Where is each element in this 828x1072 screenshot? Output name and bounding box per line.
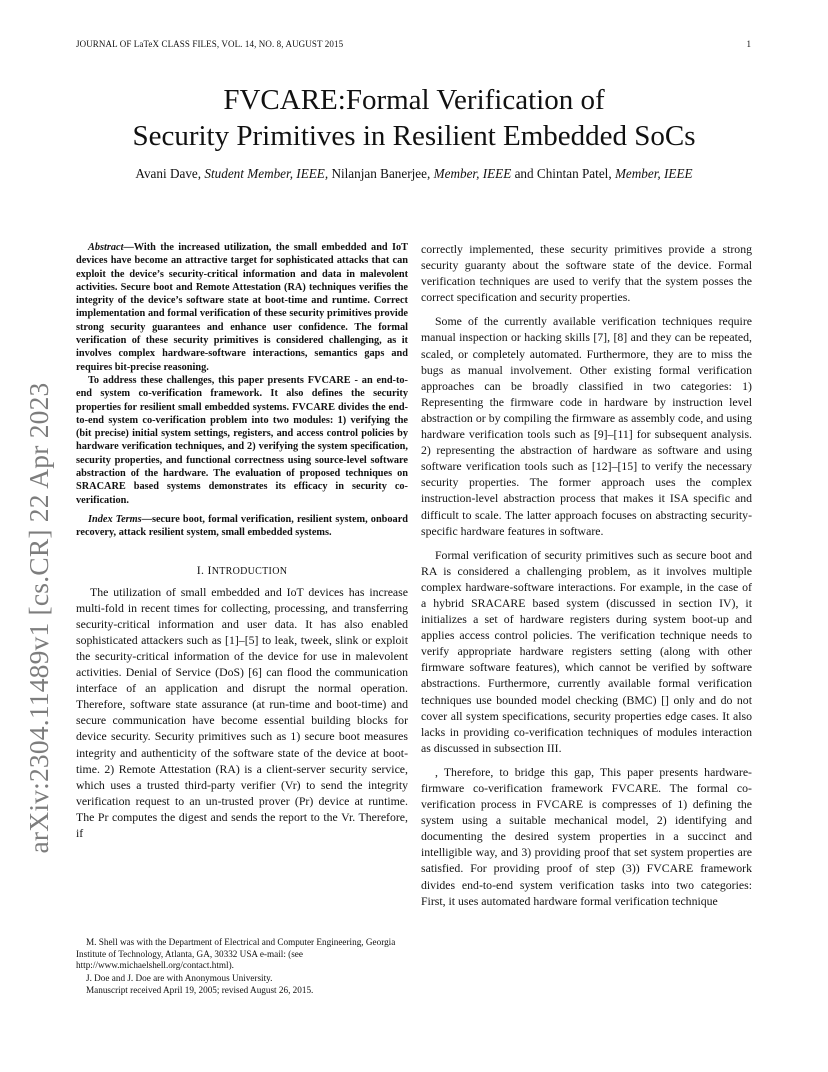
footnote-3: Manuscript received April 19, 2005; revised August 26, 2015. [86,985,314,996]
abstract-lead: Abstract [88,242,124,253]
author-2-name: Nilanjan Banerjee, [331,166,431,181]
author-3-name: Chintan Patel, [536,166,612,181]
index-terms [76,513,408,540]
left-column [76,241,408,841]
section-initial: I [207,562,212,577]
author-list [70,166,758,182]
paper-title [70,82,758,154]
right-paragraph-2: Some of the currently available verification techniques require manual inspection or hacking skills [7], [8] and they can be repeated, scaled, or completely automated. Furthermore, they are to miss the bugs as manual involvement. Other existing formal verification approaches can be broadly classified in two categories: 1) Representing the firmware code in hardware by instruction level abstraction or by compiling the firmware as assembly code, and using hardware verification tools such as [9]–[11] for subsequent analysis. 2) representing the abstraction of hardware as software and using software verification tools such as [12]–[15] to verify the necessary security properties. The former approach uses the complex instruction-level abstraction process that makes it ISA specific and difficult to scale. The latter approach focuses on abstracting security-specific hardware features in software. [421,314,752,538]
title-line-2: Security Primitives in Resilient Embedded SoCs [132,120,696,152]
index-terms-lead: Index Terms [88,513,142,525]
page-number: 1 [746,39,751,49]
author-conjunction: and [514,166,534,181]
right-paragraph-3: Formal verification of security primitives such as secure boot and RA is considered a challenging problem, as it involves multiple complex hardware-software interactions. For example, in the case of a hybrid SRACARE based system (discussed in section IV), it initializes a set of hardware registers during system boot-up and applies access control policies. The verification technique needs to verify appropriate hardware registers setting (along with other firmware software features), which cannot be verified by software abstractions. Furthermore, currently available formal verification techniques use bounded model checking (BMC) [] only and do not cover all system specifications, security properties edge cases. It also lacks in providing co-verification techniques of modules interaction as discussed in subsection III. [421,547,752,755]
footnotes [76,937,408,997]
abstract-paragraph-2: To address these challenges, this paper presents FVCARE - an end-to-end system co-verification framework. It also defines the security properties for resilient small embedded systems. FVCARE divides the end-to-end system co-verification problem into two modules: 1) verifying the (bit precise) initial system settings, registers, and access control policies by hardware verification techniques, and 2) verifying the system specification, security properties, and functional correctness using source-level software abstraction of the hardware. The evaluation of proposed techniques on SRACARE based systems demonstrates its efficacy in security co-verification. [76,374,408,506]
abstract [76,241,408,540]
author-2-role: Member, IEEE [433,166,512,181]
arxiv-identifier-stamp: arXiv:2304.11489v1 [cs.CR] 22 Apr 2023 [23,382,54,854]
abstract-text-1: —With the increased utilization, the small embedded and IoT devices have become an attractive target for sophisticated attacks that can exploit the device’s security-critical information and data in malevolent activities. Secure boot and Remote Attestation (RA) techniques verifies the integrity of the device’s software state at boot-time and runtime. Correct implementation and formal verification of these security primitives provide strong security guarantees and enhance user confidence. The formal verification of these security primitives is considered challenging, as it involves complex hardware-software interactions, semantics gaps and requires bit-precise reasoning. [76,242,408,373]
running-header: JOURNAL OF LaTeX CLASS FILES, VOL. 14, NO. 8, AUGUST 2015 [76,39,344,49]
abstract-paragraph-1 [76,241,408,374]
section-heading-introduction [76,562,408,580]
right-paragraph-1: correctly implemented, these security primitives provide a strong security guaranty about the software state of the device. Formal verification techniques are used to verify that the system posses the correct specification and security properties. [421,242,752,305]
right-column [421,241,752,909]
author-3-role: Member, IEEE [614,166,693,181]
introduction-left [76,584,408,842]
footnote-1: M. Shell was with the Department of Electrical and Computer Engineering, Georgia Institute of Technology, Atlanta, GA, 30332 USA e-mail: (see http://www.michaelshell.org/contact.html). [76,937,396,971]
section-numeral: I. [196,562,205,577]
title-line-1: FVCARE:Formal Verification of [223,84,605,116]
author-1-name: Avani Dave, [135,166,202,181]
introduction-paragraph-1: The utilization of small embedded and IoT devices has increase multi-fold in recent times for collecting, processing, and transferring security-critical information and user data. It has also enabled sophisticated attackers such as [1]–[5] to leak, tweek, slink or exploit the security-critical information of the device for use in malevolent activities. Denial of Service (DoS) [6] can flood the communication interface of an application and disrupt the normal operation. Therefore, software state assurance (at run-time and boot-time) and secure communication have become essential building blocks for device security. Security primitives such as 1) secure boot measures integrity and authenticity of the software state of the device at boot-time. 2) Remote Attestation (RA) is a client-server security service, which uses a trusted third-party verifier (Vr) to send the integrity verification request to an un-trusted prover (Pr) device at runtime. The Pr computes the digest and sends the report to the Vr. Therefore, if [76,584,408,841]
author-1-role: Student Member, IEEE, [204,166,329,181]
section-title-rest: NTRODUCTION [211,565,288,577]
index-terms-text: —secure boot, formal verification, resilient system, onboard recovery, attack resilient system, small embedded systems. [76,513,408,539]
footnote-2: J. Doe and J. Doe are with Anonymous University. [86,972,273,983]
right-paragraph-4: , Therefore, to bridge this gap, This paper presents hardware-firmware co-verification framework FVCARE. The formal co-verification process in FVCARE is compresses of 1) defining the system using a suitable mechanical model, 2) identifying and documenting the desired system properties in a succinct and intelligible way, and 3) providing proof that set system properties are satisfied. For providing proof of step (3)) FVCARE framework divides end-to-end system verification tasks into two categories: First, it uses automated hardware formal verification technique [421,764,752,908]
